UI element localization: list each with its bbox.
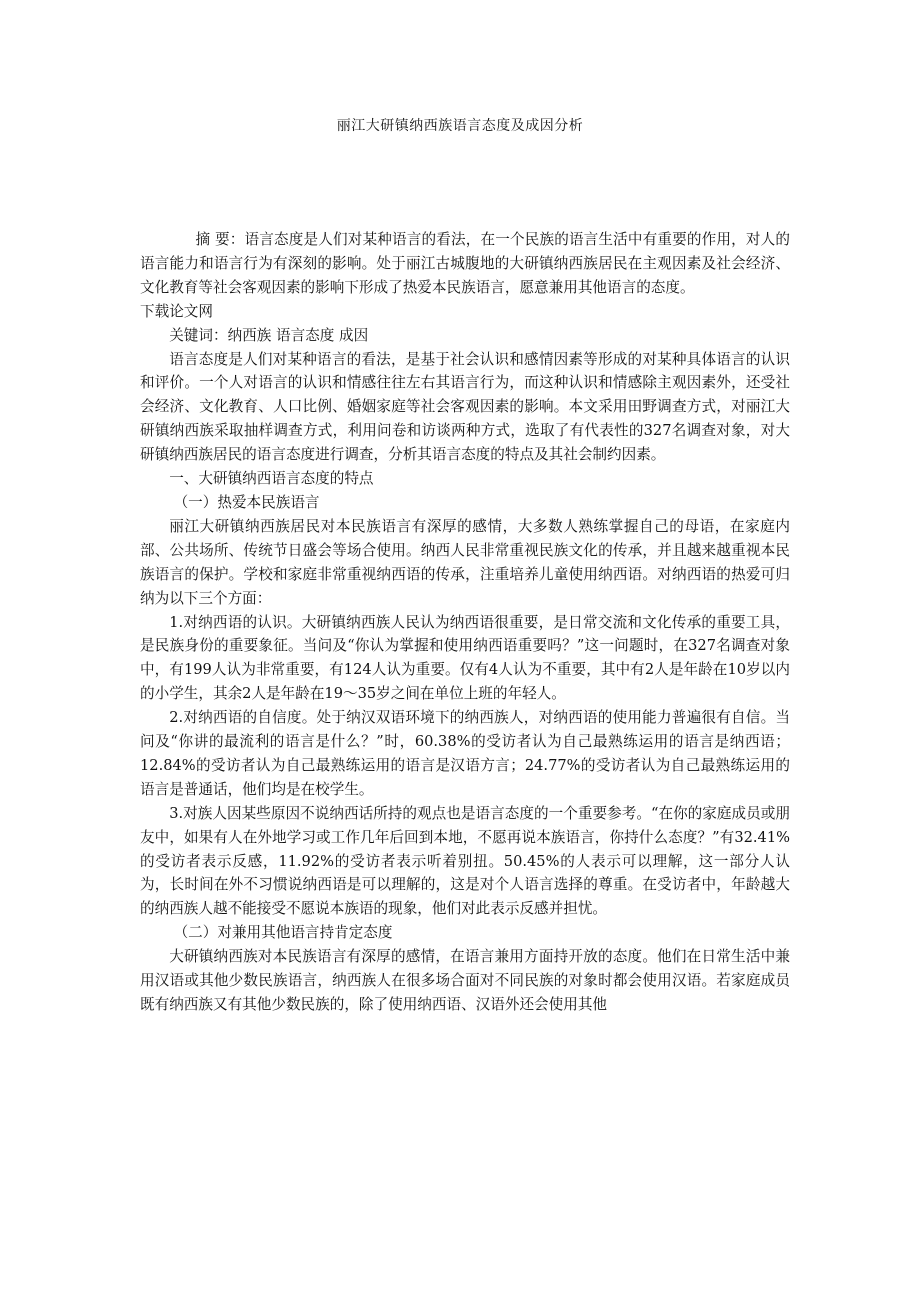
intro-paragraph: 语言态度是人们对某种语言的看法，是基于社会认识和感情因素等形成的对某种具体语言的认识和评价。一个人对语言的认识和情感往往左右其语言行为，而这种认识和情感除主观因素外，还受社会经济、文化教育、人口比例、婚姻家庭等社会客观因素的影响。本文采用田野调查方式，对丽江大研镇纳西族采取抽样调查方式，利用问卷和访谈两种方式，选取了有代表性的327名调查对象，对大研镇纳西族居民的语言态度进行调查，分析其语言态度的特点及其社会制约因素。	[140, 350, 790, 464]
point-3-paragraph: 3.对族人因某些原因不说纳西话所持的观点也是语言态度的一个重要参考。“在你的家庭成员或朋友中，如果有人在外地学习或工作几年后回到本地，不愿再说本族语言，你持什么态度？”有32.41%的受访者表示反感，11.92%的受访者表示听着别扭。50.45%的人表示可以理解，这一部分人认为，长时间在外不习惯说纳西语是可以理解的，这是对个人语言选择的尊重。在受访者中，年龄越大的纳西族人越不能接受不愿说本族语的现象，他们对此表示反感并担忧。	[140, 804, 790, 918]
source-line: 下载论文网	[140, 302, 213, 320]
abstract-text: 语言态度是人们对某种语言的看法，在一个民族的语言生活中有重要的作用，对人的语言能力和语言行为有深刻的影响。处于丽江古城腹地的大研镇纳西族居民在主观因素及社会经济、文化教育等社会客观因素的影响下形成了热爱本民族语言，愿意兼用其他语言的态度。	[140, 231, 790, 296]
abstract-paragraph: 摘 要：语言态度是人们对某种语言的看法，在一个民族的语言生活中有重要的作用，对人的语言能力和语言行为有深刻的影响。处于丽江古城腹地的大研镇纳西族居民在主观因素及社会经济、文化教育等社会客观因素的影响下形成了热爱本民族语言，愿意兼用其他语言的态度。	[140, 231, 790, 296]
subsection-2-heading: （二）对兼用其他语言持肯定态度	[173, 924, 393, 942]
document-title: 丽江大研镇纳西族语言态度及成因分析	[336, 118, 584, 134]
point-2-paragraph: 2.对纳西语的自信度。处于纳汉双语环境下的纳西族人，对纳西语的使用能力普遍很有自信。当问及“你讲的最流利的语言是什么？”时，60.38%的受访者认为自己最熟练运用的语言是纳西语；12.84%的受访者认为自己最熟练运用的语言是汉语方言；24.77%的受访者认为自己最熟练运用的语言是普通话，他们均是在校学生。	[140, 709, 790, 798]
keywords-line: 关键词：纳西族 语言态度 成因	[169, 326, 369, 344]
abstract-label: 摘 要	[195, 231, 230, 248]
point-1-paragraph: 1.对纳西语的认识。大研镇纳西族人民认为纳西语很重要，是日常交流和文化传承的重要工具，是民族身份的重要象征。当问及“你认为掌握和使用纳西语重要吗？”这一问题时，在327名调查对象中，有199人认为非常重要，有124人认为重要。仅有4人认为不重要，其中有2人是年龄在10岁以内的小学生，其余2人是年龄在19～35岁之间在单位上班的年轻人。	[140, 613, 790, 703]
subsection-1-heading: （一）热爱本民族语言	[173, 493, 320, 511]
document-body	[140, 228, 790, 1017]
subsection-2-paragraph: 大研镇纳西族对本民族语言有深厚的感情，在语言兼用方面持开放的态度。他们在日常生活中兼用汉语或其他少数民族语言，纳西族人在很多场合面对不同民族的对象时都会使用汉语。若家庭成员既有纳西族又有其他少数民族的，除了使用纳西语、汉语外还会使用其他	[140, 948, 790, 1013]
subsection-1-paragraph: 丽江大研镇纳西族居民对本民族语言有深厚的感情，大多数人熟练掌握自己的母语，在家庭内部、公共场所、传统节日盛会等场合使用。纳西人民非常重视民族文化的传承，并且越来越重视本民族语言的保护。学校和家庭非常重视纳西语的传承，注重培养儿童使用纳西语。对纳西语的热爱可归纳为以下三个方面：	[140, 517, 790, 607]
section-1-heading: 一、大研镇纳西语言态度的特点	[169, 470, 374, 488]
